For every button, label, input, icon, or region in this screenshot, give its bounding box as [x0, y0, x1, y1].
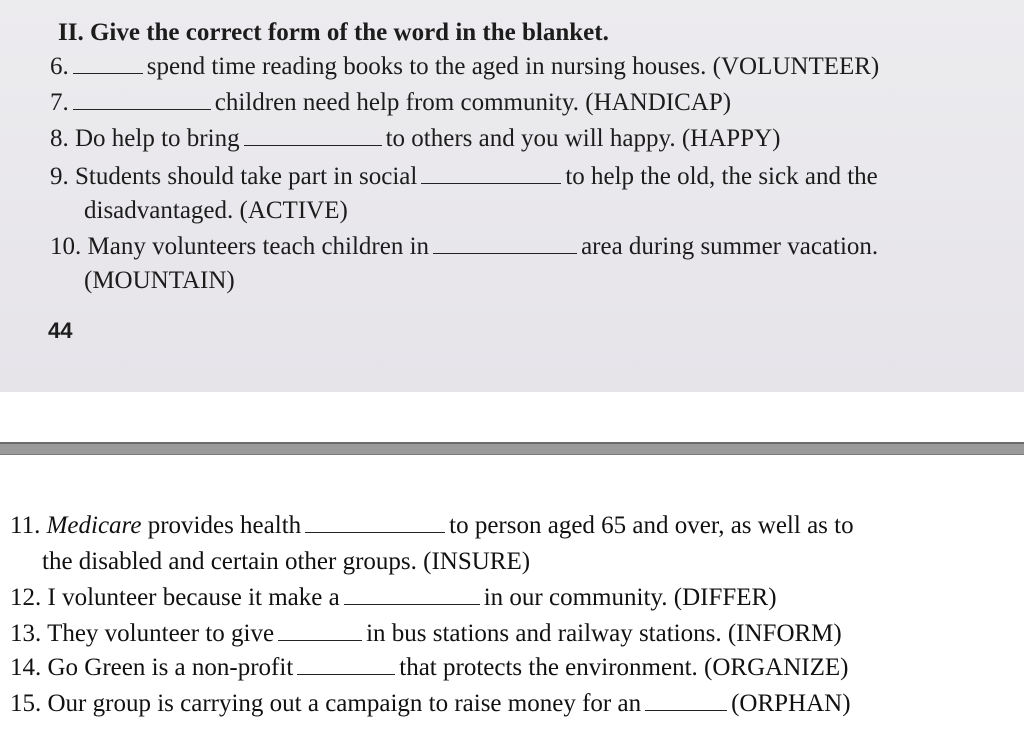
q12-after: in our community. (DIFFER) — [483, 584, 777, 611]
q12-before: I volunteer because it make a — [47, 584, 340, 611]
q10-continuation: (MOUNTAIN) — [84, 267, 235, 294]
q6-number: 6. — [50, 53, 69, 80]
page-gap — [0, 392, 1024, 442]
q11-italic: Medicare — [46, 512, 142, 539]
q14-after: that protects the environment. (ORGANIZE) — [399, 654, 849, 681]
question-13 — [10, 619, 842, 649]
q10-before: Many volunteers teach children in — [87, 233, 430, 260]
q13-before: They volunteer to give — [47, 620, 275, 647]
q14-number: 14. — [10, 654, 42, 681]
question-15 — [10, 689, 851, 719]
q7-after: children need help from community. (HANDICAP) — [214, 89, 732, 116]
q11-before: provides health — [147, 512, 302, 539]
q11-blank — [305, 512, 445, 533]
q10-number: 10. — [50, 233, 82, 260]
question-10 — [50, 232, 878, 262]
question-9 — [50, 162, 878, 192]
q6-after: spend time reading books to the aged in nursing houses. (VOLUNTEER) — [146, 53, 880, 80]
q12-blank — [344, 584, 480, 605]
q8-before: Do help to bring — [75, 125, 240, 152]
page-divider — [0, 442, 1024, 455]
q10-blank — [433, 233, 577, 254]
q13-after: in bus stations and railway stations. (INFORM) — [366, 620, 842, 647]
q13-blank — [278, 620, 362, 641]
q12-number: 12. — [10, 584, 42, 611]
q8-after: to others and you will happy. (HAPPY) — [385, 125, 781, 152]
section-title: II. Give the correct form of the word in the blanket. — [58, 19, 609, 46]
q6-blank — [73, 53, 143, 74]
q9-number: 9. — [50, 163, 69, 190]
q7-number: 7. — [50, 89, 69, 116]
lower-page-photo — [0, 455, 1024, 734]
q9-before: Students should take part in social — [75, 163, 418, 190]
question-8 — [50, 124, 780, 154]
q15-blank — [645, 690, 727, 711]
q8-blank — [244, 125, 382, 146]
q11-after: to person aged 65 and over, as well as to — [449, 512, 854, 539]
q9-blank — [421, 163, 561, 184]
q14-before: Go Green is a non-profit — [47, 654, 294, 681]
question-14 — [10, 653, 848, 683]
question-6 — [50, 52, 879, 82]
page-number: 44 — [48, 318, 73, 343]
q10-after: area during summer vacation. — [581, 233, 879, 260]
q7-blank — [73, 89, 211, 110]
question-12 — [10, 583, 777, 613]
q8-number: 8. — [50, 125, 69, 152]
q14-blank — [297, 654, 395, 675]
q15-after: (ORPHAN) — [731, 690, 851, 717]
q9-continuation: disadvantaged. (ACTIVE) — [84, 197, 348, 224]
q11-continuation: the disabled and certain other groups. (INSURE) — [42, 548, 531, 575]
q9-after: to help the old, the sick and the — [565, 163, 878, 190]
q11-number: 11. — [10, 512, 41, 539]
q15-before: Our group is carrying out a campaign to raise money for an — [47, 690, 642, 717]
q15-number: 15. — [10, 690, 42, 717]
question-11 — [10, 511, 854, 541]
q13-number: 13. — [10, 620, 42, 647]
question-7 — [50, 88, 731, 118]
